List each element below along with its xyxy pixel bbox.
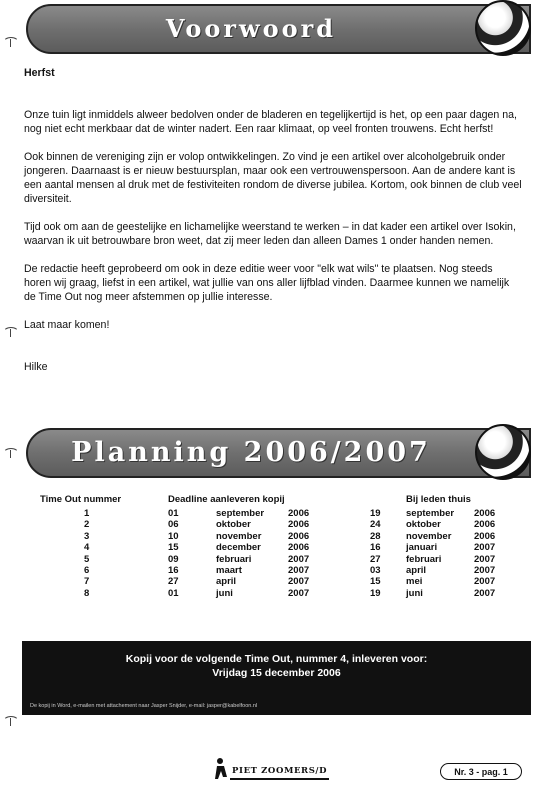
table-cell-hm: oktober (406, 519, 441, 531)
table-cell-dy: 2006 (288, 530, 310, 542)
sponsor-logo-text: PIET ZOOMERS/D (232, 766, 328, 776)
table-cell-hy: 2007 (474, 542, 496, 554)
table-cell-hm: april (406, 565, 427, 577)
table-cell-nr: 8 (84, 587, 90, 599)
table-cell-dd: 01 (168, 508, 179, 519)
table-cell-hy: 2006 (474, 519, 496, 531)
paragraph: Tijd ook om aan de geestelijke en lichamelijke weerstand te werken – in dat kader een artikel over Isokin, waarvan ik uit betrouwbare bron weet, dat zij meer leden dan alleen Dames 1 onder handen nemen. (24, 221, 516, 247)
paragraph: De redactie heeft geprobeerd om ook in deze editie weer voor "elk wat wils" te plaatsen. Nog steeds horen wij graag, liefst in een artikel, wat jullie van ons aller lijfblad vinden. Daarmee kunnen we namelijk de Time Out nog meer afstemmen op jullie interesse. (24, 263, 510, 303)
table-cell-dd: 09 (168, 553, 179, 565)
table-cell-hm: februari (406, 553, 442, 565)
column-header: Deadline aanleveren kopij (168, 494, 285, 505)
planning-title: Planning 2006/2007 (71, 436, 431, 468)
table-cell-dm: oktober (216, 519, 251, 531)
table-cell-hd: 03 (370, 565, 381, 577)
page-number-badge: Nr. 3 - pag. 1 (440, 763, 522, 780)
logo-underline (230, 778, 329, 780)
signature: Hilke (24, 361, 48, 373)
planning-table (40, 494, 514, 599)
voorwoord-banner (26, 4, 531, 54)
table-cell-hd: 15 (370, 576, 381, 588)
volleyball-icon (475, 0, 531, 56)
table-cell-hd: 24 (370, 519, 381, 531)
table-cell-dd: 01 (168, 587, 179, 599)
table-cell-dy: 2006 (288, 508, 310, 519)
table-cell-dm: juni (216, 587, 233, 599)
table-cell-hm: juni (406, 587, 423, 599)
table-cell-nr: 2 (84, 519, 90, 531)
punch-hole-mark (3, 448, 19, 459)
table-cell-hy: 2007 (474, 553, 496, 565)
voorwoord-title: Voorwoord (165, 13, 337, 43)
table-cell-hm: november (406, 530, 452, 542)
punch-hole-mark (3, 716, 19, 727)
table-cell-dy: 2007 (288, 565, 310, 577)
table-cell-dm: februari (216, 553, 252, 565)
sponsor-logo (214, 757, 329, 781)
table-cell-dy: 2006 (288, 542, 310, 554)
table-cell-dm: december (216, 542, 261, 554)
table-cell-hy: 2007 (474, 565, 496, 577)
section-heading: Herfst (24, 67, 55, 79)
sponsor-logo-icon (214, 757, 230, 781)
table-cell-nr: 4 (84, 542, 90, 554)
paragraph: Laat maar komen! (24, 319, 110, 331)
volleyball-icon (475, 424, 531, 480)
table-cell-hd: 19 (370, 587, 381, 599)
table-cell-hy: 2007 (474, 576, 496, 588)
notice-line: Kopij voor de volgende Time Out, nummer 4, inleveren voor: (125, 653, 428, 665)
table-cell-hm: mei (406, 576, 423, 588)
deadline-notice (22, 641, 531, 715)
table-row (40, 531, 514, 542)
table-cell-hy: 2007 (474, 587, 496, 599)
table-cell-dm: november (216, 530, 262, 542)
punch-hole-mark (3, 37, 19, 48)
table-cell-dy: 2007 (288, 553, 310, 565)
table-row (40, 554, 514, 565)
table-row (40, 519, 514, 530)
planning-banner (26, 428, 531, 478)
table-cell-nr: 6 (84, 565, 90, 577)
paragraph: Ook binnen de vereniging zijn er volop ontwikkelingen. Zo vind je een artikel over alcoholgebruik onder jongeren. Daarnaast is er nieuw bestuursplan, maar ook een vertrouwenspersoon. Aan de andere kant is een aantal mensen al druk met de festiviteiten rondom de diverse jubilea. Kortom, ook binnen de club veel diversiteit. (24, 151, 522, 205)
table-cell-dm: september (216, 508, 265, 519)
table-cell-dy: 2007 (288, 587, 310, 599)
table-row (40, 588, 514, 599)
paragraph: Onze tuin ligt inmiddels alweer bedolven onder de bladeren en tegelijkertijd is het, op een paar dagen na, nog niet echt merkbaar dat de winter nadert. Een raar klimaat, op veel fronten trouwens. Echt herfst! (24, 109, 517, 135)
table-cell-dd: 06 (168, 519, 179, 531)
table-cell-hd: 27 (370, 553, 381, 565)
table-cell-hy: 2006 (474, 530, 496, 542)
table-cell-nr: 5 (84, 553, 90, 565)
table-cell-dy: 2006 (288, 519, 310, 531)
table-cell-nr: 3 (84, 530, 90, 542)
table-cell-dd: 15 (168, 542, 179, 554)
table-row (40, 508, 514, 519)
table-row (40, 565, 514, 576)
table-cell-hy: 2006 (474, 508, 496, 519)
notice-date: Vrijdag 15 december 2006 (212, 667, 341, 679)
table-cell-hd: 19 (370, 508, 381, 519)
notice-small-print: De kopij in Word, e-mailen met attachement naar Jasper Snijder, e-mail: jasper@kabelfoon.nl (30, 703, 258, 709)
table-cell-hd: 16 (370, 542, 381, 554)
column-header: Bij leden thuis (406, 494, 471, 505)
table-row (40, 542, 514, 553)
table-row (40, 576, 514, 587)
table-cell-dy: 2007 (288, 576, 310, 588)
table-cell-dm: maart (216, 565, 242, 577)
table-cell-hd: 28 (370, 530, 381, 542)
table-cell-dd: 10 (168, 530, 179, 542)
table-cell-dd: 16 (168, 565, 179, 577)
table-cell-hm: januari (406, 542, 438, 554)
table-cell-dm: april (216, 576, 237, 588)
voorwoord-content (24, 66, 522, 388)
table-cell-nr: 7 (84, 576, 90, 588)
table-cell-dd: 27 (168, 576, 179, 588)
column-header: Time Out nummer (40, 494, 122, 505)
punch-hole-mark (3, 327, 19, 338)
table-cell-hm: september (406, 508, 455, 519)
table-cell-nr: 1 (84, 508, 90, 519)
